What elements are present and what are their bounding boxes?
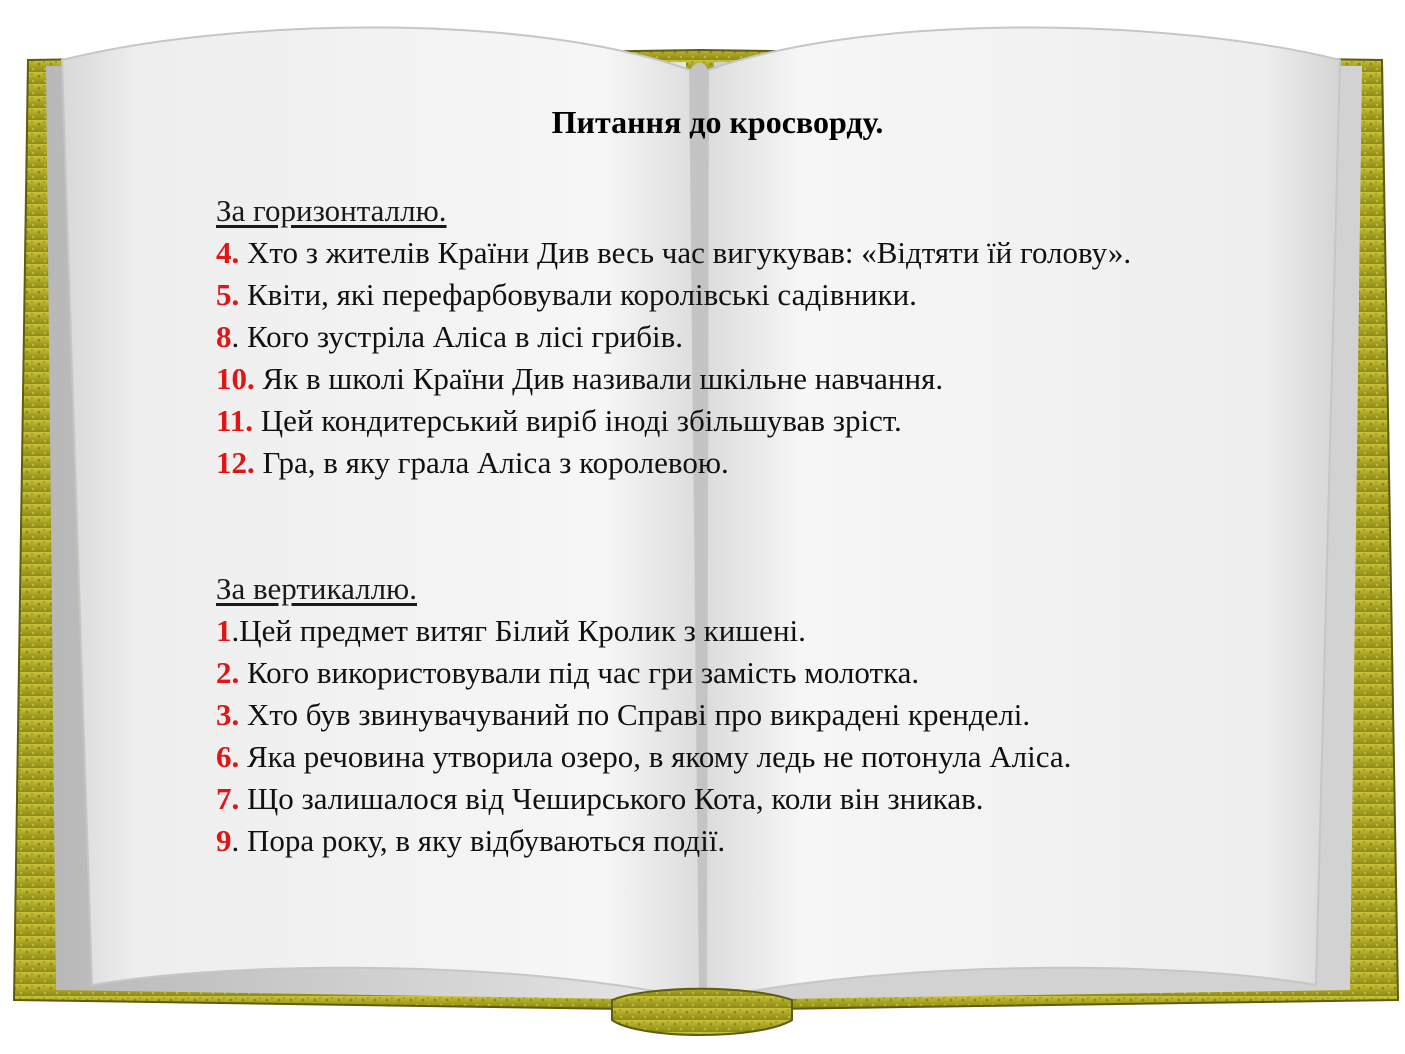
clue-across-8: 8. Кого зустріла Аліса в лісі грибів.	[216, 319, 683, 354]
clue-across-12: 12. Гра, в яку грала Аліса з королевою.	[216, 445, 729, 480]
clue-down-1: 1.Цей предмет витяг Білий Кролик з кишені.	[216, 613, 806, 648]
clue-across-5: 5. Квіти, які перефарбовували королівські садівники.	[216, 277, 917, 312]
section-across	[216, 190, 1216, 484]
clue-down-6: 6. Яка речовина утворила озеро, в якому ледь не потонула Аліса.	[216, 739, 1072, 774]
section-down	[216, 568, 1216, 862]
down-heading: За вертикаллю.	[216, 571, 417, 606]
clue-down-9: 9. Пора року, в яку відбуваються події.	[216, 823, 726, 858]
across-heading: За горизонталлю.	[216, 193, 447, 228]
clue-down-2: 2. Кого використовували під час гри замість молотка.	[216, 655, 920, 690]
clue-across-10: 10. Як в школі Країни Див називали шкільне навчання.	[216, 361, 944, 396]
clue-across-4: 4. Хто з жителів Країни Див весь час вигукував: «Відтяти їй голову».	[216, 235, 1132, 270]
clue-down-3: 3. Хто був звинувачуваний по Справі про викрадені кренделі.	[216, 697, 1031, 732]
clue-across-11: 11. Цей кондитерський виріб іноді збільшував зріст.	[216, 403, 902, 438]
page-title: Питання до кросворду.	[551, 104, 884, 140]
clue-down-7: 7. Що залишалося від Чеширського Кота, коли він зникав.	[216, 781, 984, 816]
